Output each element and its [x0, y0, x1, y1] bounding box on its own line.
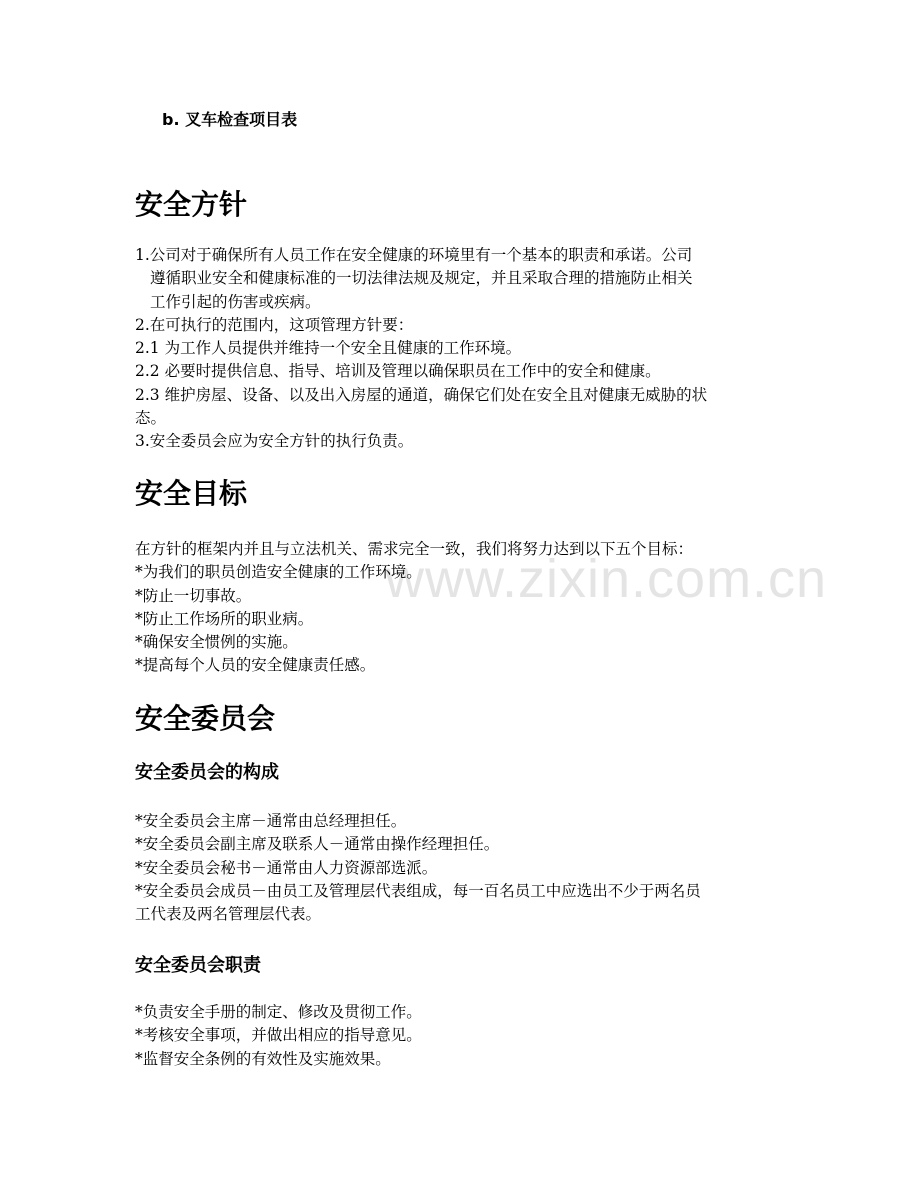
policy-item-2-3-line-1: 2.3 维护房屋、设备、以及出入房屋的通道，确保它们处在安全且对健康无威胁的状	[135, 385, 708, 404]
policy-item-2-1: 2.1 为工作人员提供并维持一个安全且健康的工作环境。	[135, 339, 522, 358]
safety-goals-heading: 安全目标	[135, 477, 248, 510]
policy-item-1-line-1: 1.公司对于确保所有人员工作在安全健康的环境里有一个基本的职责和承诺。公司	[135, 246, 693, 264]
goal-item: *提高每个人员的安全健康责任感。	[135, 656, 376, 675]
policy-item-2-2: 2.2 必要时提供信息、指导、培训及管理以确保职员在工作中的安全和健康。	[135, 362, 661, 381]
safety-policy-body	[135, 244, 790, 454]
policy-item-3: 3.安全委员会应为安全方针的执行负责。	[135, 432, 414, 451]
committee-composition-body	[135, 810, 790, 926]
goal-item: *确保安全惯例的实施。	[135, 633, 298, 652]
duty-item: *负责安全手册的制定、修改及贯彻工作。	[135, 1003, 422, 1021]
goals-intro: 在方针的框架内并且与立法机关、需求完全一致，我们将努力达到以下五个目标：	[135, 540, 694, 558]
composition-item: *安全委员会主席－通常由总经理担任。	[135, 812, 407, 830]
composition-item: *安全委员会秘书－通常由人力资源部选派。	[135, 858, 438, 877]
policy-item-2: 2.在可执行的范围内，这项管理方针要：	[135, 315, 414, 334]
goal-item: *为我们的职员创造安全健康的工作环境。	[135, 563, 422, 582]
safety-goals-body	[135, 538, 790, 678]
goal-item: *防止一切事故。	[135, 586, 252, 605]
committee-duties-body	[135, 1001, 790, 1071]
duty-item: *监督安全条例的有效性及实施效果。	[135, 1049, 391, 1068]
policy-item-1-line-2: 遵循职业安全和健康标准的一切法律法规及规定，并且采取合理的措施防止相关	[150, 269, 693, 288]
goal-item: *防止工作场所的职业病。	[135, 609, 314, 628]
safety-committee-heading: 安全委员会	[135, 702, 276, 735]
policy-item-1-line-3: 工作引起的伤害或疾病。	[150, 292, 321, 311]
composition-item-continuation: 工代表及两名管理层代表。	[135, 905, 322, 924]
policy-item-2-3-line-2: 态。	[135, 409, 167, 428]
watermark: www.zixin.com.cn	[385, 549, 828, 609]
duty-item: *考核安全事项，并做出相应的指导意见。	[135, 1026, 422, 1045]
subsection-title: b. 叉车检查项目表	[162, 110, 298, 129]
committee-composition-heading: 安全委员会的构成	[135, 762, 279, 783]
safety-policy-heading: 安全方针	[135, 188, 248, 221]
committee-duties-heading: 安全委员会职责	[135, 955, 261, 976]
composition-item: *安全委员会副主席及联系人－通常由操作经理担任。	[135, 835, 500, 854]
composition-item: *安全委员会成员－由员工及管理层代表组成，每一百名员工中应选出不少于两名员	[135, 881, 701, 900]
